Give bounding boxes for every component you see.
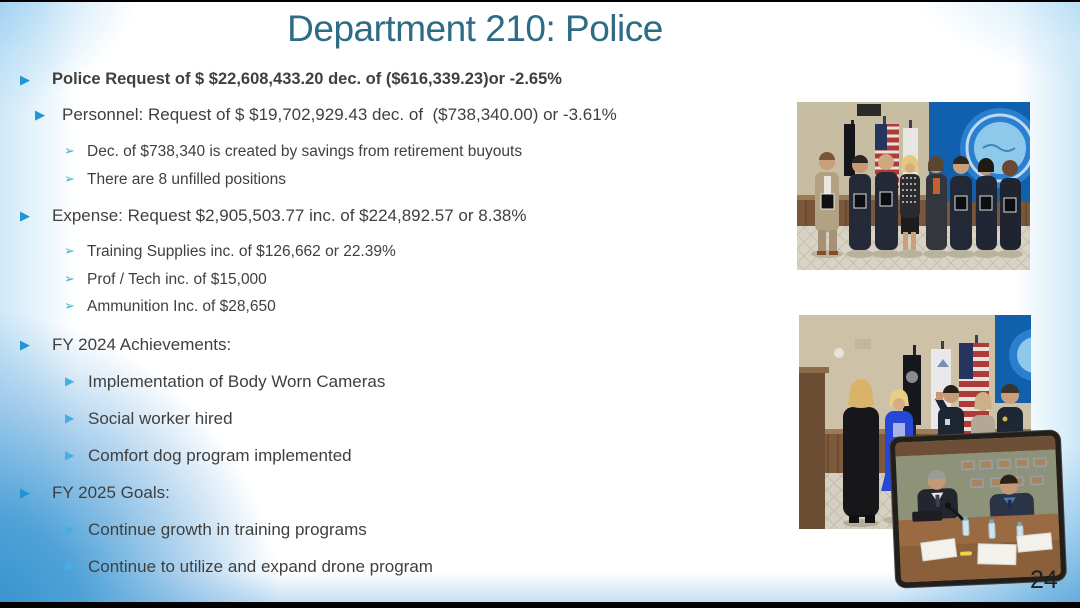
triangle-bullet-icon: ▶: [65, 559, 75, 573]
bullet-retirement-buyouts: [0, 142, 522, 161]
chevron-bullet-icon: ➢: [64, 243, 75, 258]
bullet-training-growth: [0, 520, 367, 539]
bullet-personnel: [0, 105, 617, 124]
bullet-body-worn-cameras: [0, 372, 385, 391]
bullet-text: FY 2025 Goals:: [52, 483, 170, 502]
bullet-prof-tech: [0, 270, 267, 289]
triangle-bullet-icon: ▶: [65, 374, 75, 388]
bullet-text: Dec. of $738,340 is created by savings from retirement buyouts: [87, 143, 523, 160]
bullet-text: Continue to utilize and expand drone program: [88, 557, 433, 576]
triangle-bullet-icon: ▶: [65, 448, 75, 462]
bullet-text: Implementation of Body Worn Cameras: [88, 372, 386, 391]
bullet-text: Comfort dog program implemented: [88, 446, 352, 465]
bullet-social-worker: [0, 409, 233, 428]
letterbox-bottom: [0, 602, 1080, 608]
bullet-text: Ammunition Inc. of $28,650: [87, 298, 276, 315]
chevron-bullet-icon: ➢: [64, 143, 75, 158]
bullet-text: Continue growth in training programs: [88, 520, 367, 539]
bullet-police-request: [0, 70, 562, 89]
bullet-text: Police Request of $ $22,608,433.20 dec. of ($616,339.23)or -2.65%: [52, 70, 562, 88]
chevron-bullet-icon: ➢: [64, 271, 75, 286]
slide: [0, 2, 1080, 602]
triangle-bullet-icon: ▶: [35, 107, 45, 122]
bullet-text: Prof / Tech inc. of $15,000: [87, 271, 267, 288]
bullet-ammunition: [0, 297, 276, 316]
bullet-comfort-dog: [0, 446, 352, 465]
bullet-text: Expense: Request $2,905,503.77 inc. of $224,892.57 or 8.38%: [52, 206, 527, 225]
bullet-unfilled-positions: [0, 170, 286, 189]
bullet-text: Personnel: Request of $ $19,702,929.43 dec. of ($738,340.00) or -3.61%: [62, 105, 617, 124]
bullet-expense: [0, 206, 526, 225]
bullet-fy2025-goals: [0, 483, 170, 502]
bullet-text: There are 8 unfilled positions: [87, 171, 287, 188]
bullet-text: Training Supplies inc. of $126,662 or 22.39%: [87, 243, 396, 260]
bullet-training-supplies: [0, 242, 396, 261]
triangle-bullet-icon: ▶: [20, 208, 30, 223]
bullet-text: Social worker hired: [88, 409, 233, 428]
bullet-drone-program: [0, 557, 433, 576]
triangle-bullet-icon: ▶: [20, 337, 30, 352]
pip-video-overlay[interactable]: [890, 430, 1066, 587]
triangle-bullet-icon: ▶: [65, 411, 75, 425]
triangle-bullet-icon: ▶: [65, 522, 75, 536]
slide-page-number: 24: [1030, 566, 1058, 594]
triangle-bullet-icon: ▶: [20, 72, 30, 87]
chevron-bullet-icon: ➢: [64, 298, 75, 313]
triangle-bullet-icon: ▶: [20, 485, 30, 500]
photo-awards-group: [797, 102, 1030, 270]
chevron-bullet-icon: ➢: [64, 171, 75, 186]
slide-title: Department 210: Police: [287, 8, 663, 49]
bullet-fy2024-achievements: [0, 335, 231, 354]
bullet-text: FY 2024 Achievements:: [52, 335, 232, 354]
